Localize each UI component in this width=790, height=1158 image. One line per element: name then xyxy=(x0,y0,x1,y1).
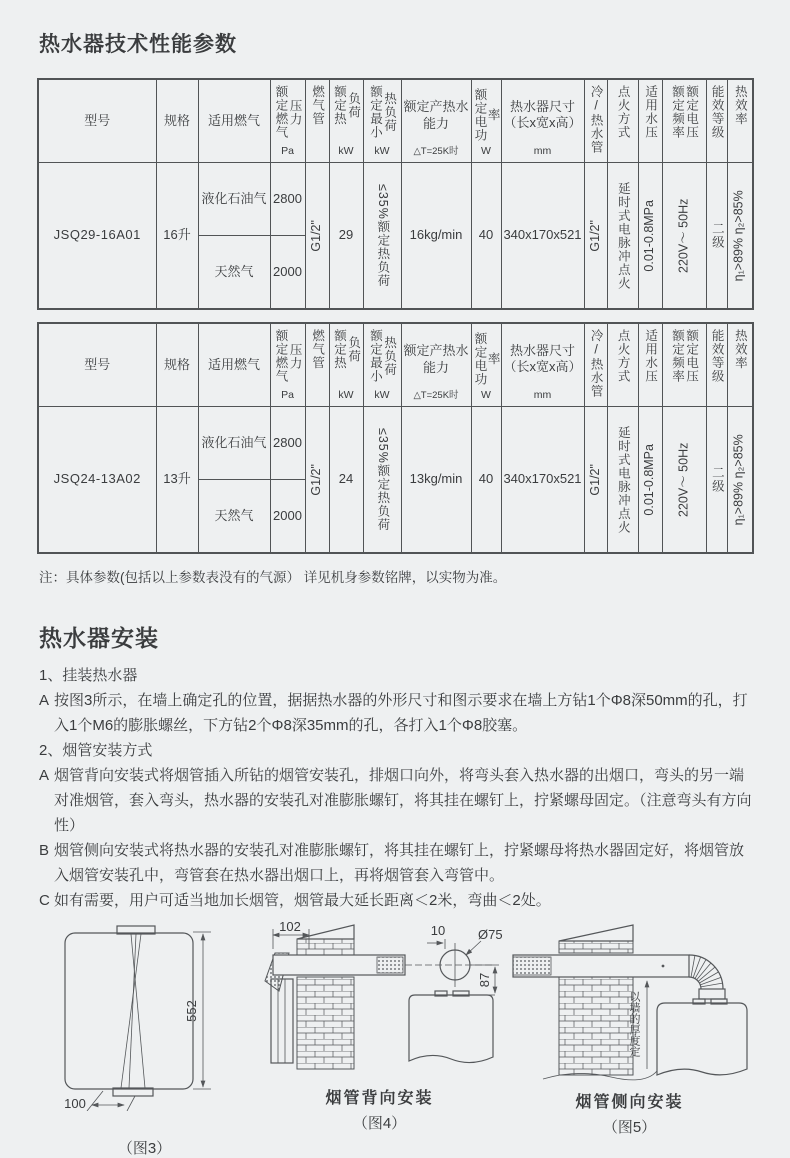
power-value: 40 xyxy=(471,163,501,310)
col-power: 额定电功率 W xyxy=(471,323,501,407)
col-spec: 规格 xyxy=(156,79,198,163)
header-row xyxy=(38,79,753,163)
figures-row xyxy=(37,919,753,1158)
water-pipe-value: G1/2" xyxy=(584,163,607,310)
install-step-title: 1、挂装热水器 xyxy=(39,667,138,684)
col-water-pipe: 冷/热水管 xyxy=(584,323,607,407)
width-dimension-label: 100 xyxy=(63,1096,86,1111)
figure-3 xyxy=(37,919,252,1158)
heat-load-value: 29 xyxy=(329,163,363,310)
ignition-value: 延时式电脉冲点火 xyxy=(607,407,638,554)
table-note: 注：具体参数(包括以上参数表没有的气源） 详见机身参数铭牌，以实物为准。 xyxy=(39,570,507,585)
mounting-diagram xyxy=(45,919,245,1111)
col-gas-pipe: 燃气管 xyxy=(305,79,329,163)
water-pipe-value: G1/2" xyxy=(584,407,607,554)
figure-5 xyxy=(507,919,752,1137)
col-water-pressure: 适用水压 xyxy=(638,323,662,407)
brick-wall-lower xyxy=(297,977,354,1069)
data-row xyxy=(38,163,753,236)
gas2-name: 天然气 xyxy=(198,480,270,554)
page-title: 热水器技术性能参数 xyxy=(39,33,237,56)
col-dimensions: 热水器尺寸 （长x宽x高） mm xyxy=(501,79,584,163)
water-pressure-value: 0.01-0.8MPa xyxy=(638,407,662,554)
spec-value: 13升 xyxy=(156,407,198,554)
heater-outline xyxy=(65,933,193,1089)
install-step-title: 2、烟管安装方式 xyxy=(39,742,153,759)
min-heat-load-value: ≤35%额定热负荷 xyxy=(363,407,401,554)
volt-freq-value: 220V～ 50Hz xyxy=(662,407,706,554)
duct-vent-grid xyxy=(513,957,551,975)
col-thermal-eff: 热效率 xyxy=(727,79,753,163)
height-dimension-label: 552 xyxy=(183,1000,199,1022)
col-heat-load: 额定热 负荷 kW xyxy=(329,79,363,163)
col-min-heat-load: 额定最小 热负荷 kW xyxy=(363,323,401,407)
col-ignition: 点火方式 xyxy=(607,323,638,407)
brick-wall-lower xyxy=(559,977,633,1075)
power-value: 40 xyxy=(471,407,501,554)
col-freq-volt: 额定频率 额定电压 xyxy=(662,323,706,407)
side-flue-diagram xyxy=(507,919,752,1087)
col-capacity: 额定产热水能力 △T=25K时 xyxy=(401,323,471,407)
wall-thickness-note: 以墙的厚度定 xyxy=(628,991,640,1057)
gas2-pressure: 2000 xyxy=(270,236,305,310)
gas2-pressure: 2000 xyxy=(270,480,305,554)
gas1-name: 液化石油气 xyxy=(198,163,270,236)
hole-diameter-label: Ø75 xyxy=(477,927,503,942)
wall-cap xyxy=(559,925,633,941)
figure-5-title: 烟管侧向安装 xyxy=(575,1094,684,1111)
ignition-value: 延时式电脉冲点火 xyxy=(607,163,638,310)
elbow-collar xyxy=(699,989,725,999)
wall-cap xyxy=(297,925,354,939)
gas-pipe-value: G1/2" xyxy=(305,407,329,554)
capacity-value: 13kg/min xyxy=(401,407,471,554)
col-gas-type: 适用燃气 xyxy=(198,323,270,407)
figure-4 xyxy=(252,919,507,1133)
wall-panel xyxy=(271,979,293,1063)
gas-pipe-value: G1/2" xyxy=(305,163,329,310)
brick-wall-upper xyxy=(297,939,354,955)
gas1-name: 液化石油气 xyxy=(198,407,270,480)
col-water-pressure: 适用水压 xyxy=(638,79,662,163)
energy-grade-value: 二级 xyxy=(706,163,727,310)
install-heading: 热水器安装 xyxy=(39,625,159,651)
install-step: C 如有需要，用户可适当地加长烟管，烟管最大延长距离＜2米，弯曲＜2处。 xyxy=(39,892,551,909)
col-gas-pressure: 额定燃气 压力 Pa xyxy=(270,323,305,407)
col-freq-volt: 额定频率 额定电压 xyxy=(662,79,706,163)
capacity-value: 16kg/min xyxy=(401,163,471,310)
install-step: A 按图3所示，在墙上确定孔的位置，据据热水器的外形尺寸和图示要求在墙上方钻1个Φ8深50mm的孔，打入1个M6的膨胀螺丝，下方钻2个Φ8深35mm的孔，各打入1个Φ8胶塞。 xyxy=(39,692,748,734)
install-instructions xyxy=(39,663,753,913)
spec-value: 16升 xyxy=(156,163,198,310)
header-row xyxy=(38,323,753,407)
col-model: 型号 xyxy=(38,323,156,407)
model-value: JSQ29-16A01 xyxy=(38,163,156,310)
elbow-inner-arc xyxy=(689,977,701,989)
thermal-eff-value: η₁>89% η₂>85% xyxy=(727,163,753,310)
flue-vent-grid xyxy=(377,957,403,973)
col-spec: 规格 xyxy=(156,323,198,407)
col-energy-grade: 能效等级 xyxy=(706,323,727,407)
wall-dimension-label: 102 xyxy=(278,919,301,934)
gas1-pressure: 2800 xyxy=(270,163,305,236)
figure-4-title: 烟管背向安装 xyxy=(325,1090,434,1107)
heater-outline xyxy=(657,1003,747,1075)
volt-freq-value: 220V～ 50Hz xyxy=(662,163,706,310)
col-capacity: 额定产热水能力 △T=25K时 xyxy=(401,79,471,163)
col-gas-type: 适用燃气 xyxy=(198,79,270,163)
brick-wall-upper xyxy=(559,941,633,953)
col-energy-grade: 能效等级 xyxy=(706,79,727,163)
dimensions-value: 340x170x521 xyxy=(501,407,584,554)
col-dimensions: 热水器尺寸 （长x宽x高） mm xyxy=(501,323,584,407)
min-heat-load-value: ≤35%额定热负荷 xyxy=(363,163,401,310)
brace-line xyxy=(129,934,136,1088)
rear-flue-diagram xyxy=(257,919,503,1083)
energy-grade-value: 二级 xyxy=(706,407,727,554)
thermal-eff-value: η₁>89% η₂>85% xyxy=(727,407,753,554)
col-thermal-eff: 热效率 xyxy=(727,323,753,407)
model-value: JSQ24-13A02 xyxy=(38,407,156,554)
figure-4-caption: （图4） xyxy=(352,1115,407,1132)
col-model: 型号 xyxy=(38,79,156,163)
data-row xyxy=(38,407,753,480)
figure-5-caption: （图5） xyxy=(602,1119,657,1136)
offset-dimension-label: 10 xyxy=(430,923,445,938)
col-ignition: 点火方式 xyxy=(607,79,638,163)
spec-table-2 xyxy=(37,322,754,554)
col-min-heat-load: 额定最小 热负荷 kW xyxy=(363,79,401,163)
gas2-name: 天然气 xyxy=(198,236,270,310)
heat-load-value: 24 xyxy=(329,407,363,554)
col-power: 额定电功率 W xyxy=(471,79,501,163)
col-gas-pressure: 额定燃气 压力 Pa xyxy=(270,79,305,163)
drop-dimension-label: 87 xyxy=(476,972,492,988)
figure-3-caption: （图3） xyxy=(117,1140,172,1157)
gas1-pressure: 2800 xyxy=(270,407,305,480)
install-step: A 烟管背向安装式将烟管插入所钻的烟管安装孔，排烟口向外，将弯头套入热水器的出烟口，弯头的另一端对准烟管，套入弯头，热水器的安装孔对准膨胀螺钉，将其挂在螺钉上，拧紧螺母固定。（注意弯头有方向性） xyxy=(39,767,752,834)
dimensions-value: 340x170x521 xyxy=(501,163,584,310)
water-pressure-value: 0.01-0.8MPa xyxy=(638,163,662,310)
col-heat-load: 额定热 负荷 kW xyxy=(329,323,363,407)
col-gas-pipe: 燃气管 xyxy=(305,323,329,407)
spec-table-1 xyxy=(37,78,754,310)
col-water-pipe: 冷/热水管 xyxy=(584,79,607,163)
install-step: B 烟管侧向安装式将热水器的安装孔对准膨胀螺钉，将其挂在螺钉上，拧紧螺母将热水器固定好，将烟管放入烟管安装孔中，弯管套在热水器出烟口上，再将烟管套入弯管中。 xyxy=(39,842,745,884)
heater-top-outline xyxy=(409,995,493,1063)
